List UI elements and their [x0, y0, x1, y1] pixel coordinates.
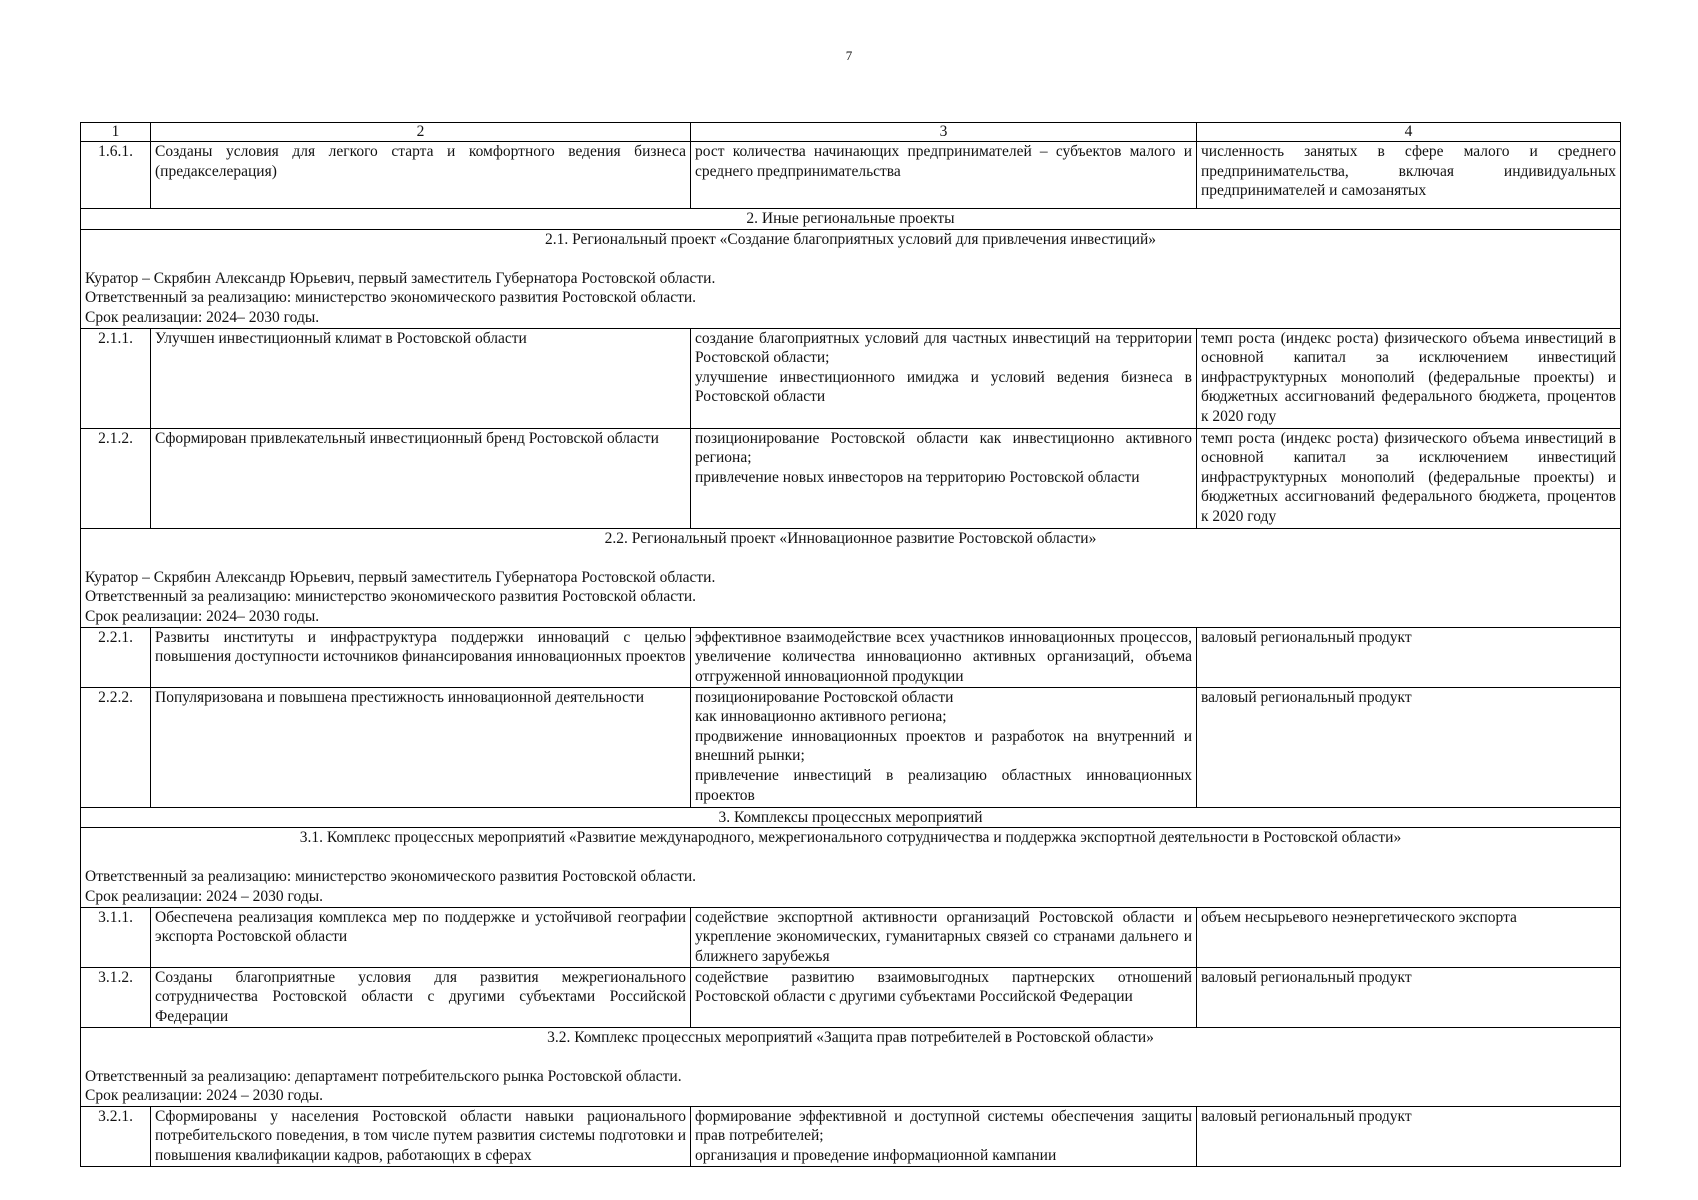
effect-cell: содействие развитию взаимовыгодных партнерских отношений Ростовской области с другими субъектами Российской Федерации — [691, 967, 1197, 1027]
project-title: 2.2. Региональный проект «Инновационное развитие Ростовской области» — [604, 529, 1097, 547]
effect-cell — [691, 428, 1197, 528]
project-info — [81, 528, 1621, 627]
indicator-cell: валовый региональный продукт — [1197, 627, 1621, 687]
row-number: 1.6.1. — [81, 142, 151, 209]
effect-cell — [691, 687, 1197, 807]
project-term: Срок реализации: 2024 – 2030 годы. — [85, 1087, 324, 1105]
project-title: 2.1. Региональный проект «Создание благоприятных условий для привлечения инвестиций» — [544, 230, 1156, 248]
indicator-cell: объем несырьевого неэнергетического экспорта — [1197, 907, 1621, 967]
effect-line: организация и проведение информационной кампании — [695, 1147, 1057, 1165]
project-term: Срок реализации: 2024 – 2030 годы. — [85, 887, 324, 905]
project-info — [81, 828, 1621, 907]
effect-cell — [691, 328, 1197, 428]
project-row — [81, 1027, 1621, 1106]
project-responsible: Ответственный за реализацию: департамент потребительского рынка Ростовской области. — [85, 1067, 682, 1085]
row-number: 2.2.1. — [81, 627, 151, 687]
program-table — [80, 122, 1621, 1167]
project-curator: Куратор – Скрябин Александр Юрьевич, первый заместитель Губернатора Ростовской области. — [85, 568, 716, 586]
task-cell: Обеспечена реализация комплекса мер по поддержке и устойчивой географии экспорта Ростовской области — [151, 907, 691, 967]
project-term: Срок реализации: 2024– 2030 годы. — [85, 308, 320, 326]
task-cell: Улучшен инвестиционный климат в Ростовской области — [151, 328, 691, 428]
row-number: 2.1.1. — [81, 328, 151, 428]
project-curator: Куратор – Скрябин Александр Юрьевич, первый заместитель Губернатора Ростовской области. — [85, 269, 716, 287]
project-responsible: Ответственный за реализацию: министерство экономического развития Ростовской области. — [85, 289, 697, 307]
task-cell: Популяризована и повышена престижность инновационной деятельности — [151, 687, 691, 807]
effect-cell: эффективное взаимодействие всех участников инновационных процессов, увеличение количества инновационно активных организаций, объема отгруженной инновационной продукции — [691, 627, 1197, 687]
row-number: 2.1.2. — [81, 428, 151, 528]
section-row — [81, 209, 1621, 230]
effect-line: позиционирование Ростовской области как инвестиционно активного региона; — [695, 429, 1192, 467]
row-number: 3.2.1. — [81, 1106, 151, 1166]
section-row — [81, 807, 1621, 828]
effect-line: позиционирование Ростовской области — [695, 688, 954, 706]
project-row — [81, 229, 1621, 328]
project-title: 3.1. Комплекс процессных мероприятий «Развитие международного, межрегионального сотрудничества и поддержка экспортной деятельности в Ростовской области» — [299, 829, 1402, 847]
task-cell: Созданы условия для легкого старта и комфортного ведения бизнеса (предакселерация) — [151, 142, 691, 209]
project-responsible: Ответственный за реализацию: министерство экономического развития Ростовской области. — [85, 588, 697, 606]
project-term: Срок реализации: 2024– 2030 годы. — [85, 607, 320, 625]
task-cell: Сформированы у населения Ростовской области навыки рационального потребительского поведения, в том числе путем развития системы подготовки и повышения квалификации кадров, работающих в сферах — [151, 1106, 691, 1166]
project-title: 3.2. Комплекс процессных мероприятий «Защита прав потребителей в Ростовской области» — [547, 1028, 1154, 1046]
page-number: 7 — [845, 48, 853, 63]
indicator-cell: валовый региональный продукт — [1197, 1106, 1621, 1166]
indicator-cell: валовый региональный продукт — [1197, 967, 1621, 1027]
row-number: 3.1.2. — [81, 967, 151, 1027]
effect-line: привлечение инвестиций в реализацию областных инновационных проектов — [695, 766, 1192, 804]
table-row — [81, 428, 1621, 528]
header-cell-1: 1 — [81, 123, 151, 142]
table-header-row — [81, 123, 1621, 142]
indicator-cell: темп роста (индекс роста) физического объема инвестиций в основной капитал за исключением инвестиций инфраструктурных монополий (федеральные проекты) и бюджетных ассигнований федерального бюджета, процентов к 2020 году — [1197, 328, 1621, 428]
task-cell: Сформирован привлекательный инвестиционный бренд Ростовской области — [151, 428, 691, 528]
effect-cell: содействие экспортной активности организаций Ростовской области и укрепление экономических, гуманитарных связей со странами дальнего и ближнего зарубежья — [691, 907, 1197, 967]
effect-line: создание благоприятных условий для частных инвестиций на территории Ростовской области; — [695, 329, 1192, 367]
effect-line: как инновационно активного региона; — [695, 708, 947, 726]
table-row — [81, 967, 1621, 1027]
indicator-cell: численность занятых в сфере малого и среднего предпринимательства, включая индивидуальных предпринимателей и самозанятых — [1197, 142, 1621, 209]
indicator-cell: темп роста (индекс роста) физического объема инвестиций в основной капитал за исключением инвестиций инфраструктурных монополий (федеральные проекты) и бюджетных ассигнований федерального бюджета, процентов к 2020 году — [1197, 428, 1621, 528]
effect-cell: рост количества начинающих предпринимателей – субъектов малого и среднего предпринимательства — [691, 142, 1197, 209]
effect-cell — [691, 1106, 1197, 1166]
task-cell: Развиты институты и инфраструктура поддержки инноваций с целью повышения доступности источников финансирования инновационных проектов — [151, 627, 691, 687]
table-row — [81, 687, 1621, 807]
project-responsible: Ответственный за реализацию: министерство экономического развития Ростовской области. — [85, 868, 697, 886]
project-info — [81, 229, 1621, 328]
table-row — [81, 328, 1621, 428]
row-number: 3.1.1. — [81, 907, 151, 967]
section-title: 3. Комплексы процессных мероприятий — [81, 807, 1621, 828]
header-cell-2: 2 — [151, 123, 691, 142]
table-row — [81, 142, 1621, 209]
header-cell-3: 3 — [691, 123, 1197, 142]
header-cell-4: 4 — [1197, 123, 1621, 142]
table-row — [81, 907, 1621, 967]
task-cell: Созданы благоприятные условия для развития межрегионального сотрудничества Ростовской области с другими субъектами Российской Федерации — [151, 967, 691, 1027]
table-row — [81, 1106, 1621, 1166]
effect-line: продвижение инновационных проектов и разработок на внутренний и внешний рынки; — [695, 727, 1192, 765]
row-number: 2.2.2. — [81, 687, 151, 807]
project-row — [81, 828, 1621, 907]
project-row — [81, 528, 1621, 627]
indicator-cell: валовый региональный продукт — [1197, 687, 1621, 807]
project-info — [81, 1027, 1621, 1106]
effect-line: привлечение новых инвесторов на территорию Ростовской области — [695, 468, 1140, 486]
effect-line: формирование эффективной и доступной системы обеспечения защиты прав потребителей; — [695, 1107, 1192, 1145]
section-title: 2. Иные региональные проекты — [81, 209, 1621, 230]
effect-line: улучшение инвестиционного имиджа и условий ведения бизнеса в Ростовской области — [695, 368, 1192, 406]
table-row — [81, 627, 1621, 687]
